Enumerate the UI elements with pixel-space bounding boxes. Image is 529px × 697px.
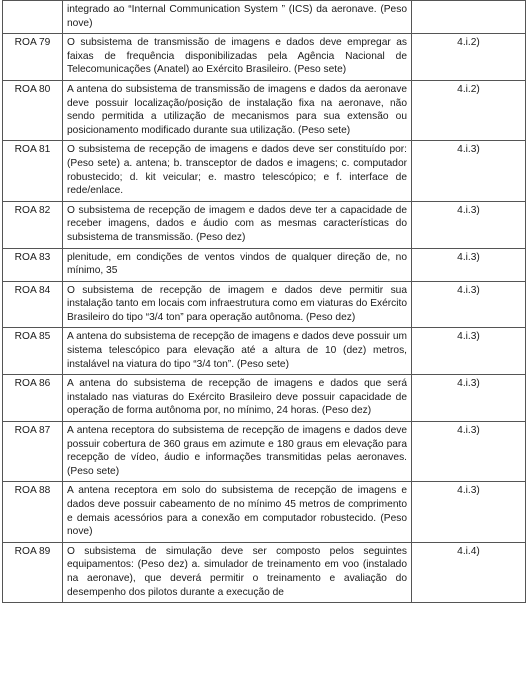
requirement-reference: 4.i.2) [412, 80, 526, 140]
requirement-text: O subsistema de transmissão de imagens e dados deve empregar as faixas de frequência disponibilizadas pela Agência Nacional de Telecomunicações (Anatel) ao Exército Brasileiro. (Peso sete) [63, 34, 412, 81]
requirement-id: ROA 87 [3, 422, 63, 482]
requirement-reference: 4.i.3) [412, 375, 526, 422]
requirement-text: O subsistema de recepção de imagem e dados deve ter a capacidade de receber imagens, dados e áudio com as mesmas características do subsistema de transmissão. (Peso dez) [63, 201, 412, 248]
requirement-text: plenitude, em condições de ventos vindos de qualquer direção de, no mínimo, 35 [63, 248, 412, 281]
requirement-id: ROA 79 [3, 34, 63, 81]
requirement-reference: 4.i.3) [412, 482, 526, 542]
table-row [3, 34, 526, 81]
table-row [3, 328, 526, 375]
requirement-reference: 4.i.3) [412, 141, 526, 201]
requirement-text: A antena receptora em solo do subsistema de recepção de imagens e dados deve possuir cabeamento de no mínimo 45 metros de comprimento e demais acessórios para a conexão em computador robustecido. (Peso nove) [63, 482, 412, 542]
requirement-id: ROA 88 [3, 482, 63, 542]
requirements-table [2, 0, 526, 603]
requirement-reference: 4.i.3) [412, 422, 526, 482]
requirement-reference: 4.i.3) [412, 328, 526, 375]
requirement-id: ROA 84 [3, 281, 63, 328]
requirement-reference: 4.i.3) [412, 281, 526, 328]
requirement-id: ROA 80 [3, 80, 63, 140]
requirement-text: A antena do subsistema de recepção de imagens e dados deve possuir um sistema telescópico para elevação até a altura de 10 (dez) metros, instalável na viatura do tipo “3/4 ton”. (Peso sete) [63, 328, 412, 375]
table-row [3, 482, 526, 542]
table-row [3, 281, 526, 328]
requirement-reference: 4.i.2) [412, 34, 526, 81]
table-row [3, 1, 526, 34]
requirement-id: ROA 86 [3, 375, 63, 422]
requirement-id: ROA 81 [3, 141, 63, 201]
requirement-text: A antena do subsistema de recepção de imagens e dados que será instalado nas viaturas do Exército Brasileiro deve possuir capacidade de operação de forma autônoma por, no mínimo, 24 horas. (Peso dez) [63, 375, 412, 422]
requirement-id [3, 1, 63, 34]
requirement-text: integrado ao “Internal Communication System ” (ICS) da aeronave. (Peso nove) [63, 1, 412, 34]
requirement-reference: 4.i.4) [412, 542, 526, 602]
table-row [3, 542, 526, 602]
table-row [3, 80, 526, 140]
requirement-text: O subsistema de recepção de imagens e dados deve ser constituído por: (Peso sete) a. antena; b. transceptor de dados e imagens; c. computador robustecido; d. kit veicular; e. mastro telescópico; e f. interface de rede/enlace. [63, 141, 412, 201]
requirement-text: A antena do subsistema de transmissão de imagens e dados da aeronave deve possuir localização/posição de instalação fixa na aeronave, não sendo permitida a utilização de mecanismos para sua extensão ou posicionamento modificado durante sua utilização. (Peso sete) [63, 80, 412, 140]
requirement-reference [412, 1, 526, 34]
requirement-text: O subsistema de recepção de imagem e dados deve permitir sua instalação tanto em locais com infraestrutura como em viaturas do Exército Brasileiro do tipo “3/4 ton” para operação autônoma. (Peso dez) [63, 281, 412, 328]
requirement-id: ROA 83 [3, 248, 63, 281]
table-row [3, 422, 526, 482]
requirement-reference: 4.i.3) [412, 201, 526, 248]
requirement-reference: 4.i.3) [412, 248, 526, 281]
requirement-id: ROA 89 [3, 542, 63, 602]
requirement-id: ROA 85 [3, 328, 63, 375]
requirement-id: ROA 82 [3, 201, 63, 248]
table-row [3, 248, 526, 281]
table-row [3, 141, 526, 201]
table-row [3, 375, 526, 422]
table-row [3, 201, 526, 248]
requirement-text: A antena receptora do subsistema de recepção de imagens e dados deve possuir cobertura de 360 graus em azimute e 180 graus em elevação para recepção de vídeo, áudio e informações transmitidas pelas aeronaves. (Peso sete) [63, 422, 412, 482]
requirement-text: O subsistema de simulação deve ser composto pelos seguintes equipamentos: (Peso dez) a. simulador de treinamento em voo (instalado na aeronave), que deverá permitir o treinamento e avaliação do desempenho dos pilotos durante a execução de [63, 542, 412, 602]
